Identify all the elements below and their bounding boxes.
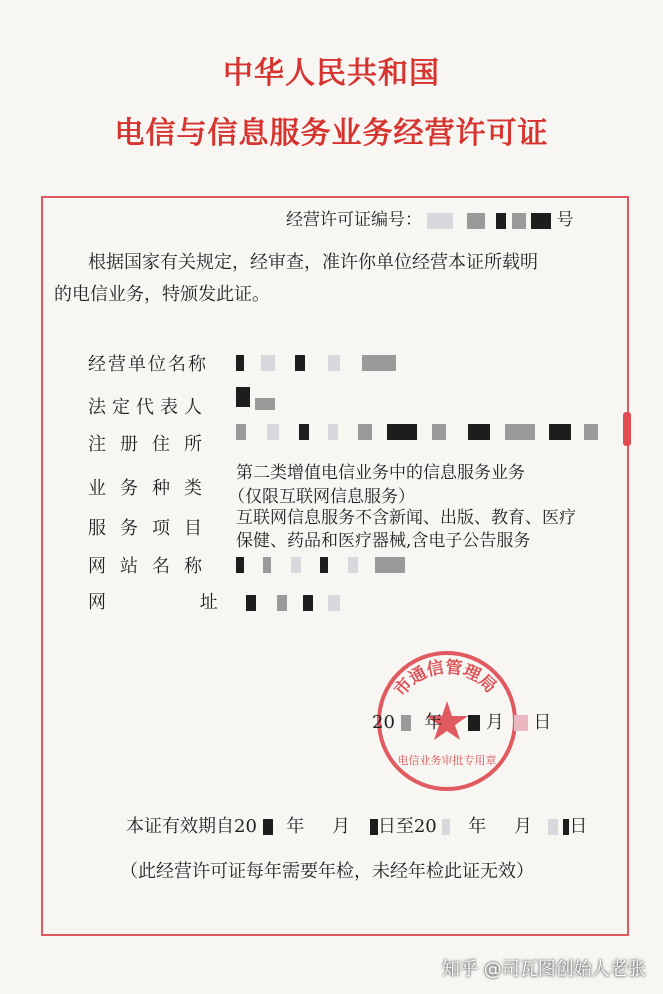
- redacted-block: [246, 595, 256, 611]
- license-number-label: 经营许可证编号：: [286, 210, 422, 230]
- website-name-value-redacted: [236, 554, 405, 574]
- issue-day-char: 日: [533, 712, 552, 733]
- issue-date: [372, 708, 551, 734]
- validity-year1-prefix: 20: [234, 816, 257, 837]
- annual-inspection-note: （此经营许可证每年需要年检，未经年检此证无效）: [120, 861, 534, 882]
- license-number-row: [286, 205, 573, 230]
- preamble-line-2: 的电信业务，特颁发此证。: [54, 284, 270, 305]
- registered-address-label: 注册住所: [88, 434, 216, 455]
- redacted-block: [263, 557, 271, 573]
- preamble-line-1: 根据国家有关规定，经审查，准许你单位经营本证所载明: [88, 252, 538, 273]
- redacted-block: [584, 424, 598, 440]
- validity-year2-prefix: 20: [413, 816, 437, 837]
- company-name-label: 经营单位名称: [88, 354, 208, 375]
- stamp-arc-text: 市通信管理局: [390, 657, 501, 701]
- redacted-block: [468, 424, 490, 440]
- issue-year-prefix: 20: [372, 712, 395, 733]
- redacted-block: [236, 355, 244, 371]
- url-label-char-1: 网: [88, 592, 107, 613]
- redacted-block: [291, 557, 301, 573]
- legal-rep-value-redacted: [236, 384, 275, 410]
- validity-day2-char: 日: [569, 816, 588, 837]
- redacted-block: [375, 557, 405, 573]
- certificate-title-license: 电信与信息服务业务经营许可证: [114, 116, 549, 151]
- website-name-label: 网站名称: [88, 556, 216, 577]
- redacted-block: [236, 557, 244, 573]
- redacted-block: [531, 213, 551, 229]
- business-type-line-2: （仅限互联网信息服务）: [228, 487, 415, 507]
- redacted-block: [370, 819, 378, 835]
- validity-month1-char: 月: [332, 816, 351, 837]
- redacted-block: [362, 355, 396, 371]
- stamp-inner-text: 电信业务审批专用章: [397, 754, 497, 767]
- validity-day1-char: 日至: [377, 816, 414, 837]
- redacted-block: [295, 355, 305, 371]
- redacted-block: [255, 398, 275, 410]
- legal-rep-label: 法定代表人: [88, 397, 208, 418]
- url-label-char-2: 址: [199, 592, 219, 613]
- registered-address-value-redacted: [236, 421, 598, 441]
- redacted-block: [505, 424, 535, 440]
- redacted-block: [236, 424, 246, 440]
- redacted-block: [401, 715, 411, 731]
- redacted-block: [549, 424, 571, 440]
- redacted-block: [320, 557, 328, 573]
- redacted-block: [442, 819, 450, 835]
- service-items-label: 服务项目: [88, 518, 216, 539]
- redacted-block: [512, 213, 526, 229]
- redacted-block: [496, 213, 506, 229]
- redacted-block: [348, 557, 358, 573]
- validity-month2-char: 月: [513, 816, 532, 837]
- service-items-line-2: 保健、药品和医疗器械,含电子公告服务: [236, 531, 531, 551]
- validity-year2-char: 年: [468, 816, 487, 837]
- redacted-block: [236, 387, 250, 407]
- side-tab-mark: [623, 412, 631, 446]
- redacted-block: [328, 355, 340, 371]
- service-items-line-1: 互联网信息服务不含新闻、出版、教育、医疗: [236, 508, 576, 528]
- issue-month-char: 月: [485, 712, 504, 733]
- company-name-value-redacted: [236, 352, 396, 372]
- business-type-label: 业务种类: [88, 478, 216, 499]
- certificate-title-country: 中华人民共和国: [223, 56, 440, 91]
- validity-prefix: 本证有效期自: [126, 816, 234, 837]
- redacted-block: [328, 595, 340, 611]
- redacted-block: [468, 715, 480, 731]
- zhihu-watermark: 知乎 @司瓦图创始人老张: [442, 959, 646, 980]
- redacted-block: [263, 819, 273, 835]
- redacted-block: [267, 424, 279, 440]
- redacted-block: [548, 819, 558, 835]
- validity-period-row: [126, 812, 587, 838]
- redacted-block: [299, 424, 309, 440]
- redacted-block: [277, 595, 287, 611]
- license-number-suffix: 号: [556, 210, 574, 230]
- redacted-block: [358, 424, 372, 440]
- issue-year-char: 年: [424, 712, 443, 733]
- url-value-redacted: [246, 592, 340, 612]
- redacted-block: [427, 213, 453, 229]
- redacted-block: [514, 715, 528, 731]
- redacted-block: [432, 424, 446, 440]
- url-label: [88, 588, 219, 614]
- redacted-block: [328, 424, 338, 440]
- redacted-block: [303, 595, 313, 611]
- redacted-block: [467, 213, 485, 229]
- redacted-block: [261, 355, 275, 371]
- redacted-block: [387, 424, 417, 440]
- business-type-line-1: 第二类增值电信业务中的信息服务业务: [236, 463, 525, 483]
- validity-year1-char: 年: [286, 816, 305, 837]
